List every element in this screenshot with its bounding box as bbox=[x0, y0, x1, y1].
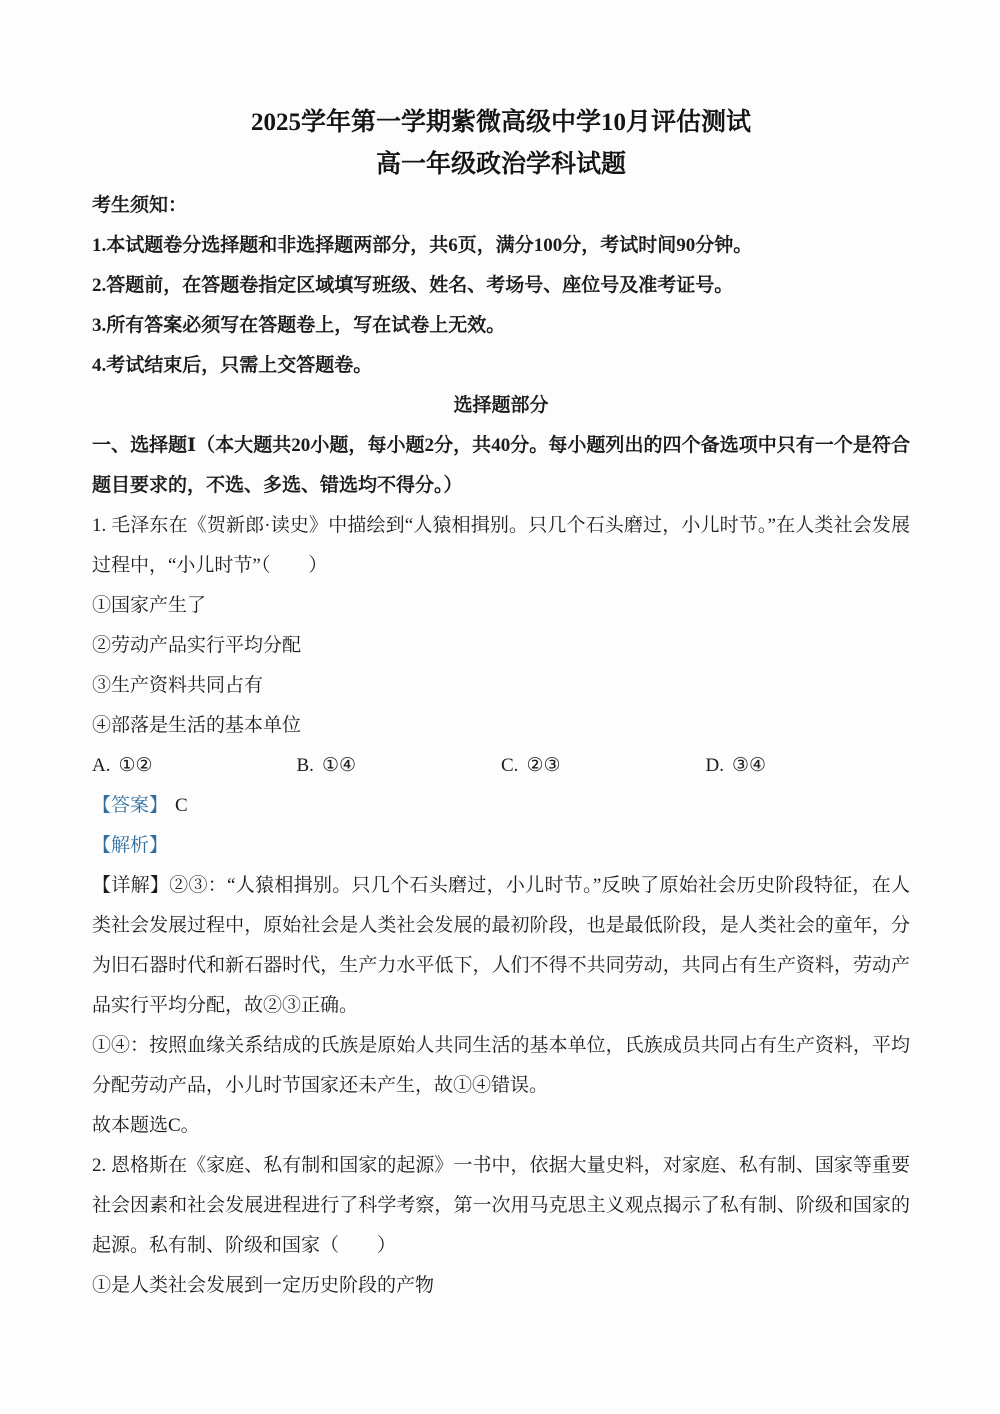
answer-line bbox=[92, 786, 910, 826]
section-instruction: 一、选择题Ⅰ（本大题共20小题，每小题2分，共40分。每小题列出的四个备选项中只有一个是符合题目要求的，不选、多选、错选均不得分。） bbox=[92, 435, 910, 496]
notice-item-2: 2.答题前，在答题卷指定区域填写班级、姓名、考场号、座位号及准考证号。 bbox=[92, 275, 734, 296]
choice-b bbox=[297, 746, 502, 786]
exam-title-line1: 2025学年第一学期紫微高级中学10月评估测试 bbox=[250, 109, 751, 136]
choice-b-label: B. bbox=[296, 755, 314, 776]
notice-item-3: 3.所有答案必须写在答题卷上，写在试卷上无效。 bbox=[92, 315, 506, 336]
notice-heading: 考生须知： bbox=[92, 195, 188, 216]
question-1-choices-row bbox=[92, 746, 910, 786]
notice-item-4: 4.考试结束后，只需上交答题卷。 bbox=[92, 355, 373, 376]
answer-value: C bbox=[175, 795, 188, 816]
choice-d-value: ③④ bbox=[731, 755, 767, 776]
question-2-statement-1: ①是人类社会发展到一定历史阶段的产物 bbox=[92, 1275, 435, 1296]
choice-d bbox=[706, 746, 911, 786]
question-1-statement-3: ③生产资料共同占有 bbox=[92, 675, 264, 696]
detail-paragraph-3: 故本题选C。 bbox=[92, 1115, 200, 1136]
choice-b-value: ①④ bbox=[321, 755, 357, 776]
choice-c-label: C. bbox=[501, 755, 519, 776]
question-1-stem: 1. 毛泽东在《贺新郎·读史》中描绘到“人猿相揖别。只几个石头磨过，小儿时节。”在人类社会发展过程中，“小儿时节”（ ） bbox=[92, 515, 910, 576]
question-1-statement-2: ②劳动产品实行平均分配 bbox=[92, 635, 302, 656]
choice-a bbox=[92, 746, 297, 786]
part-heading: 选择题部分 bbox=[453, 395, 549, 416]
question-2-stem: 2. 恩格斯在《家庭、私有制和国家的起源》一书中，依据大量史料，对家庭、私有制、国家等重要社会因素和社会发展进程进行了科学考察，第一次用马克思主义观点揭示了私有制、阶级和国家的起源。私有制、阶级和国家（ ） bbox=[92, 1155, 910, 1256]
choice-a-label: A. bbox=[92, 755, 111, 776]
analysis-label: 【解析】 bbox=[92, 835, 169, 856]
detail-paragraph-2: ①④：按照血缘关系结成的氏族是原始人共同生活的基本单位，氏族成员共同占有生产资料，平均分配劳动产品，小儿时节国家还未产生，故①④错误。 bbox=[92, 1035, 910, 1096]
choice-c-value: ②③ bbox=[526, 755, 561, 776]
question-1-statement-4: ④部落是生活的基本单位 bbox=[92, 715, 302, 736]
question-1-statement-1: ①国家产生了 bbox=[92, 595, 207, 616]
choice-c bbox=[501, 746, 706, 786]
notice-item-1: 1.本试题卷分选择题和非选择题两部分，共6页，满分100分，考试时间90分钟。 bbox=[92, 235, 753, 256]
choice-a-value: ①② bbox=[118, 755, 153, 776]
answer-label: 【答案】 bbox=[92, 795, 169, 816]
detail-paragraph-1: 【详解】②③：“人猿相揖别。只几个石头磨过，小儿时节。”反映了原始社会历史阶段特征，在人类社会发展过程中，原始社会是人类社会发展的最初阶段，也是最低阶段，是人类社会的童年，分为旧石器时代和新石器时代，生产力水平低下，人们不得不共同劳动，共同占有生产资料，劳动产品实行平均分配，故②③正确。 bbox=[92, 875, 910, 1016]
choice-d-label: D. bbox=[705, 755, 724, 776]
exam-title-line2: 高一年级政治学科试题 bbox=[375, 151, 626, 178]
